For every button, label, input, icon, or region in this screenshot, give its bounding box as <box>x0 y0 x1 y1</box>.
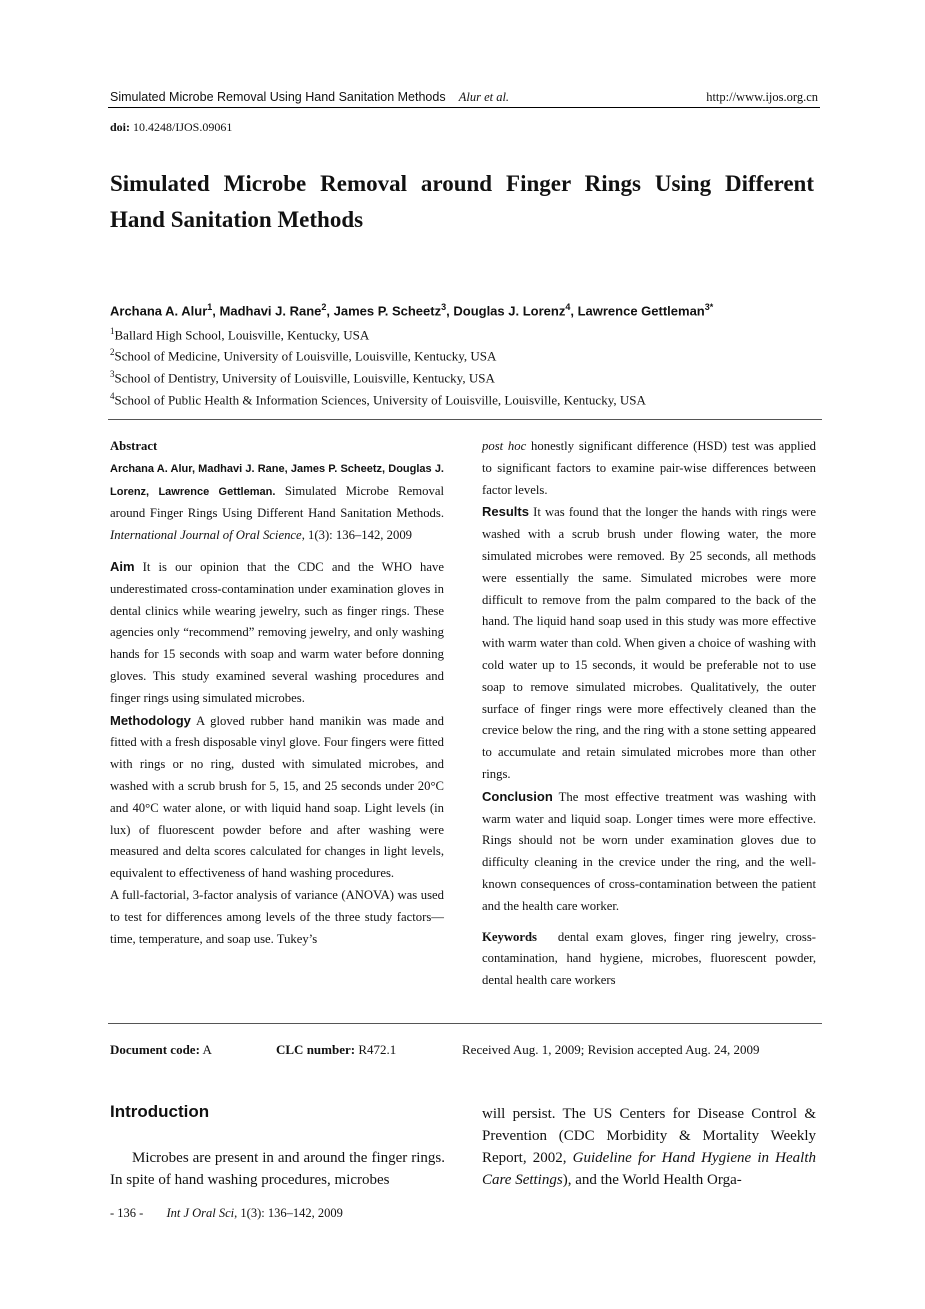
document-code-value: A <box>202 1042 212 1057</box>
methodology-continuation <box>482 436 816 501</box>
affiliation-text: Ballard High School, Louisville, Kentucky, USA <box>114 327 370 343</box>
intro-right-text-a: will persist. The US Centers for Disease Control & Prevention (CDC Morbidity & Mortality Weekly Report, 2002, <box>482 1106 816 1166</box>
footer-journal: Int J Oral Sci <box>166 1206 235 1220</box>
conclusion-paragraph <box>482 786 816 918</box>
document-code-label: Document code: <box>110 1042 200 1057</box>
citation-title: Simulated Microbe Removal around Finger Rings Using Different Hand Sanitation Methods. <box>110 483 444 521</box>
citation-journal: International Journal of Oral Science <box>110 528 302 543</box>
introduction-right-text <box>482 1103 816 1191</box>
affiliation-1 <box>110 326 820 343</box>
methodology-continuation-text: honestly significant difference (HSD) test was applied to significant factors to examine pair-wise differences between factor levels. <box>482 439 816 497</box>
affiliation-mark: 4 <box>110 391 115 401</box>
received-dates: Received Aug. 1, 2009; Revision accepted Aug. 24, 2009 <box>462 1042 760 1057</box>
results-text: It was found that the longer the hands with rings were washed with a scrub brush under flowing water, the more simulated microbes were removed. By 25 seconds, all methods were essentially the same. Simulated microbes were more difficult to remove from the palm compared to the back of the hand. The liquid hand soap used in this study was more effective with warm water than cold. When given a choice of washing with cold water up to 15 seconds, it would be preferable not to use soap to remove simulated microbes. Qualitatively, the outer surface of finger rings were more effectively cleaned than the crevice below the ring, and the ring with a stone setting appeared to accumulate and retain simulated microbes more than other rings. <box>482 505 817 781</box>
author-separator: , <box>212 303 220 319</box>
clc-label: CLC number: <box>276 1042 356 1057</box>
affiliation-mark: 1 <box>110 326 115 336</box>
keywords-label: Keywords <box>482 929 537 944</box>
author-name: James P. Scheetz <box>333 303 442 319</box>
abstract-heading: Abstract <box>110 439 158 453</box>
introduction-left-text: Microbes are present in and around the finger rings. In spite of hand washing procedures, microbes <box>110 1150 445 1188</box>
author-affil-mark: 3* <box>704 302 714 312</box>
affiliation-3 <box>110 369 820 386</box>
methodology-label: Methodology <box>110 712 191 728</box>
results-paragraph <box>482 501 816 785</box>
methodology-text: A gloved rubber hand manikin was made and fitted with a fresh disposable vinyl glove. Four fingers were fitted with rings or no ring, dusted with simulated microbes, and washed with a scrub brush for 5, 15, and 25 seconds under 20°C and 40°C water alone, or with liquid hand soap. Light levels (in lux) of fluorescent powder before and after washing were measured and delta scores calculated for changes in light levels, equivalent to effectiveness of hand washing procedures. <box>110 713 444 881</box>
author-affil-mark: 4 <box>565 302 571 312</box>
running-header-title: Simulated Microbe Removal Using Hand Sanitation Methods <box>110 90 446 104</box>
author-affil-mark: 1 <box>207 302 213 312</box>
author-name: Douglas J. Lorenz <box>453 303 566 319</box>
doi-line <box>110 120 232 135</box>
post-hoc-term: post hoc <box>482 439 527 453</box>
affiliation-mark: 3 <box>110 369 115 379</box>
abstract-top-rule <box>108 419 822 420</box>
intro-right-text-b: ), and the World Health Orga- <box>562 1172 742 1188</box>
journal-url[interactable]: http://www.ijos.org.cn <box>706 90 818 104</box>
introduction-heading: Introduction <box>110 1102 210 1121</box>
affiliation-2 <box>110 347 820 364</box>
methodology-paragraph-2: A full-factorial, 3-factor analysis of variance (ANOVA) was used to test for differences among levels of the three study factors—time, temperature, and soap use. Tukey’s <box>110 887 444 946</box>
affiliation-text: School of Public Health & Information Sciences, University of Louisville, Louisville, Kentucky, USA <box>114 392 646 408</box>
clc-value: R472.1 <box>358 1042 397 1057</box>
conclusion-text: The most effective treatment was washing with warm water and liquid soap. Longer times were more effective. Rings should not be worn under examination gloves due to difficulty cleaning in the crevice under the ring, and the well-known consequences of cross-contamination between the patient and the health care worker. <box>482 789 816 913</box>
paper-title: Simulated Microbe Removal around Finger Rings Using Different Hand Sanitation Methods <box>110 171 814 232</box>
affiliation-4 <box>110 391 820 408</box>
doi-label: doi: <box>110 120 131 134</box>
page-footer <box>110 1206 343 1221</box>
citation-volume: , 1(3): 136–142, 2009 <box>301 528 413 543</box>
author-name: Archana A. Alur <box>110 303 208 319</box>
citation-authors: Archana A. Alur, Madhavi J. Rane, James P. Scheetz, Douglas J. Lorenz, Lawrence Gettleman. <box>110 462 444 498</box>
author-separator: , <box>570 303 578 319</box>
abstract-left-column <box>110 436 444 950</box>
footer-citation: , 1(3): 136–142, 2009 <box>234 1206 343 1220</box>
author-separator: , <box>326 303 334 319</box>
page-number: - 136 - <box>110 1206 144 1220</box>
header-rule <box>108 107 820 108</box>
author-list <box>110 302 820 318</box>
aim-label: Aim <box>110 558 135 574</box>
aim-text: It is our opinion that the CDC and the WHO have underestimated cross-contamination under examination gloves in dental clinics while wearing jewelry, such as finger rings. These agencies only “recommend” removing jewelry, and only washing hands for 15 seconds with soap and warm water before donning gloves. This study examined several washing procedures and finger rings using simulated microbes. <box>110 559 444 705</box>
author-name: Lawrence Gettleman <box>577 303 705 319</box>
keywords-text: dental exam gloves, finger ring jewelry, cross-contamination, hand hygiene, microbes, fluorescent powder, dental health care workers <box>482 929 816 988</box>
affiliation-mark: 2 <box>110 347 115 357</box>
aim-paragraph <box>110 556 444 710</box>
running-header <box>110 90 818 105</box>
guideline-title: Guideline for Hand Hygiene in Health Care Settings <box>482 1150 816 1188</box>
author-affil-mark: 3 <box>441 302 447 312</box>
results-label: Results <box>482 504 529 520</box>
affiliation-text: School of Medicine, University of Louisville, Louisville, Kentucky, USA <box>114 348 497 364</box>
keywords-paragraph <box>482 927 816 992</box>
abstract-citation <box>110 458 444 547</box>
abstract-right-column <box>482 436 816 992</box>
document-code <box>110 1042 212 1058</box>
running-header-authors: Alur et al. <box>458 90 510 104</box>
affiliation-text: School of Dentistry, University of Louisville, Louisville, Kentucky, USA <box>114 370 495 386</box>
doi-value[interactable]: 10.4248/IJOS.09061 <box>133 120 233 134</box>
abstract-bottom-rule <box>108 1023 822 1024</box>
conclusion-label: Conclusion <box>482 788 553 804</box>
author-affil-mark: 2 <box>321 302 327 312</box>
author-separator: , <box>446 303 454 319</box>
methodology-paragraph <box>110 710 444 885</box>
author-name: Madhavi J. Rane <box>219 303 322 319</box>
clc-number <box>276 1042 396 1058</box>
